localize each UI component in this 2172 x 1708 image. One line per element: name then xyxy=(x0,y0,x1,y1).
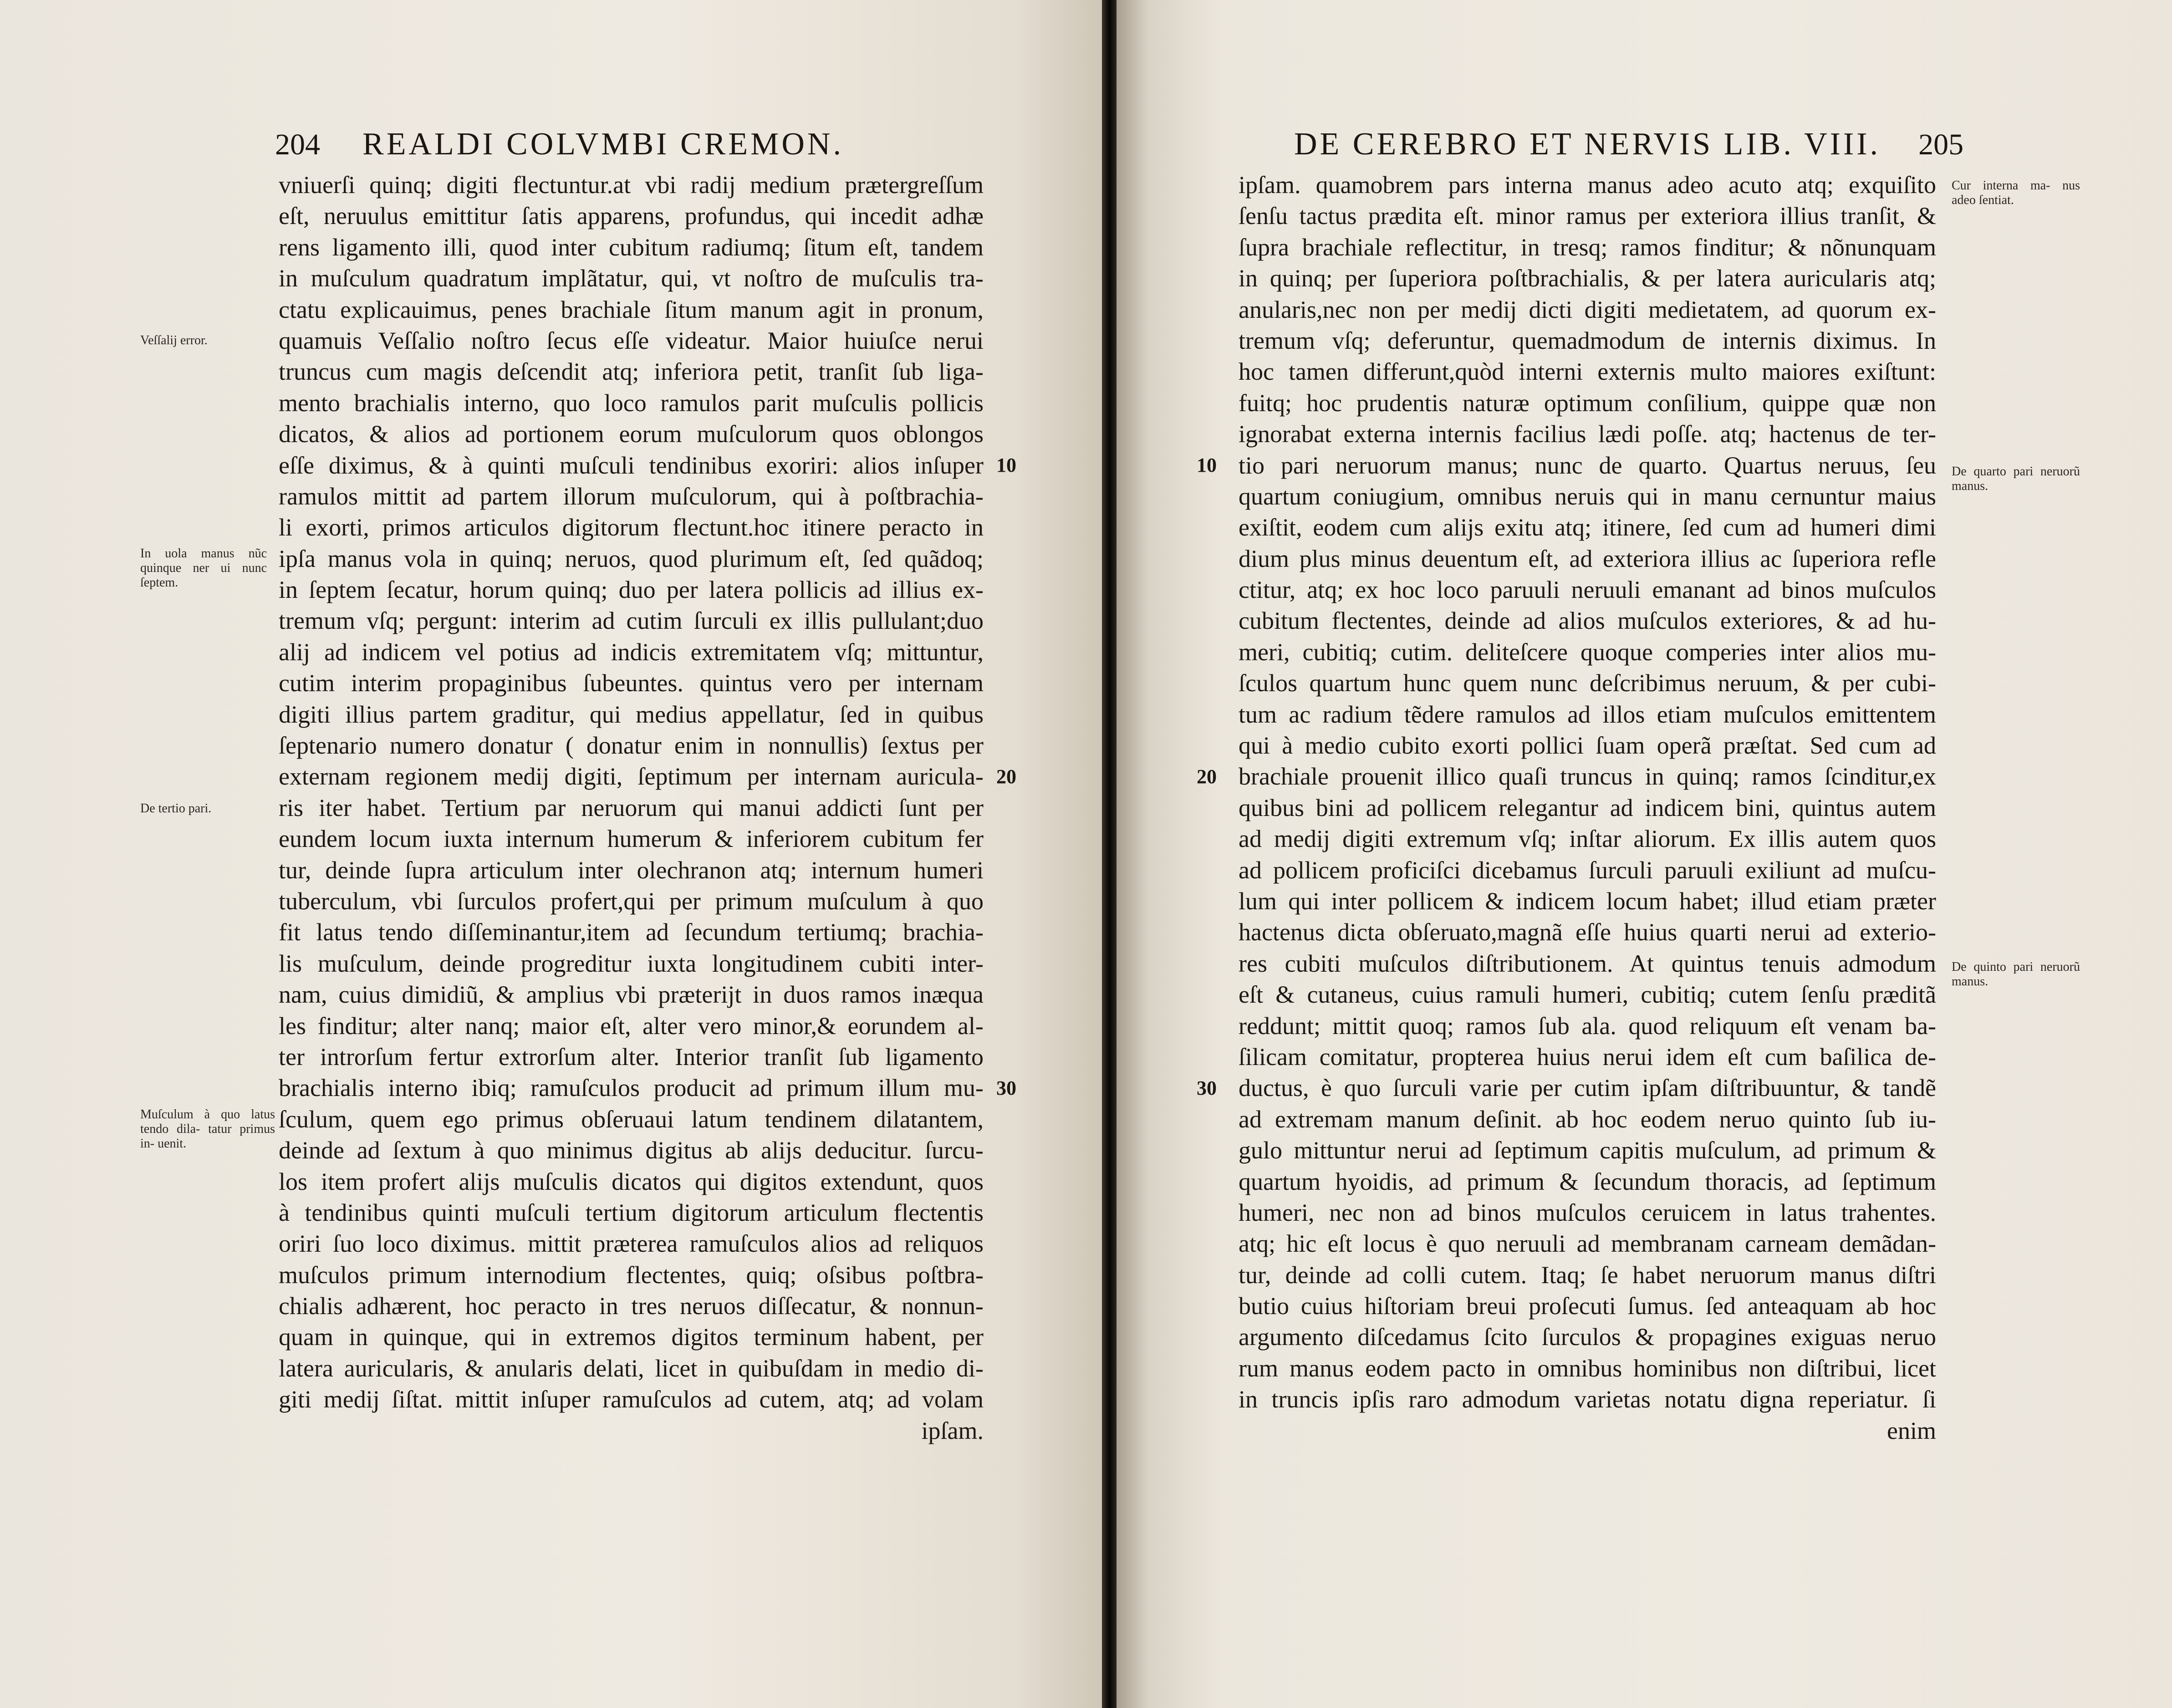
left-text-line: quamuis Veſſalio noſtro ſecus eſſe videatur. Maior huiuſce nerui xyxy=(279,326,984,354)
right-text-line: ad pollicem proficiſci dicebamus ſurculi paruuli exiliunt ad muſcu- xyxy=(1239,856,1936,884)
left-text-line: eſſe diximus, & à quinti muſculi tendinibus exoriri: alios inſuper xyxy=(279,451,984,479)
right-text-line: cubitum flectentes, deinde ad alios muſculos exteriores, & ad hu- xyxy=(1239,607,1936,635)
right-text-line: fuitq; hoc prudentis naturæ optimum conſilium, quippe quæ non xyxy=(1239,389,1936,417)
right-text-line: qui à medio cubito exorti pollici ſuam operã præſtat. Sed cum ad xyxy=(1239,732,1936,760)
left-text-line: quam in quinque, qui in extremos digitos terminum habent, per xyxy=(279,1323,984,1351)
left-text-line: ſeptenario numero donatur ( donatur enim in nonnullis) ſextus per xyxy=(279,732,984,760)
left-text-line: tuberculum, vbi ſurculos profert,qui per primum muſculum à quo xyxy=(279,887,984,915)
marginal-de-tertio: De tertio pari. xyxy=(140,801,212,816)
right-text-column xyxy=(1239,169,1936,1446)
right-text-line: res cubiti muſculos diſtributionem. At quintus tenuis admodum xyxy=(1239,949,1936,977)
right-text-line: argumento diſcedamus ſcito ſurculos & propagines exiguas neruo xyxy=(1239,1323,1936,1351)
left-text-line: deinde ad ſextum à quo minimus digitus ab alijs deducitur. ſurcu- xyxy=(279,1137,984,1164)
left-text-line: ipſa manus vola in quinq; neruos, quod plurimum eſt, ſed quãdoq; xyxy=(279,545,984,572)
left-text-line: giti medij ſiſtat. mittit inſuper ramuſculos ad cutem, atq; ad volam xyxy=(279,1386,984,1413)
right-text-line: eſt & cutaneus, cuius ramuli humeri, cubitiq; cutem ſenſu præditã xyxy=(1239,981,1936,1009)
left-text-line: in ſeptem ſecatur, horum quinq; duo per latera pollicis ad illius ex- xyxy=(279,576,984,604)
right-text-line: brachiale prouenit illico quaſi truncus in quinq; ramos ſcinditur,ex xyxy=(1239,763,1936,790)
right-text-line: reddunt; mittit quoq; ramos ſub ala. quod reliquum eſt venam ba- xyxy=(1239,1012,1936,1040)
left-folio: 204 xyxy=(275,128,320,161)
left-text-line: ramulos mittit ad partem illorum muſculorum, qui à poſtbrachia- xyxy=(279,482,984,510)
right-line-number-10: 10 xyxy=(1197,454,1217,476)
left-text-line: eundem locum iuxta internum humerum & inferiorem cubitum fer xyxy=(279,825,984,853)
left-text-line: dicatos, & alios ad portionem eorum muſculorum quos oblongos xyxy=(279,420,984,448)
left-text-line: ter introrſum fertur extrorſum alter. Interior tranſit ſub ligamento xyxy=(279,1043,984,1071)
marginal-in-vola: In uola manus nũc quinque ner ui nunc ſeptem. xyxy=(140,546,267,590)
right-text-line: hoc tamen differunt,quòd interni externis multo maiores exiſtunt: xyxy=(1239,358,1936,386)
right-head-title: DE CEREBRO ET NERVIS LIB. VIII. xyxy=(1294,127,1881,162)
right-text-line: ad extremam manum deſinit. ab hoc eodem neruo quinto ſub iu- xyxy=(1239,1105,1936,1133)
marginal-musculum: Muſculum à quo latus tendo dila- tatur primus in- uenit. xyxy=(140,1107,275,1151)
left-text-line: in muſculum quadratum implãtatur, qui, vt noſtro de muſculis tra- xyxy=(279,265,984,292)
right-text-line: ignorabat externa internis facilius lædi poſſe. atq; hactenus de ter- xyxy=(1239,420,1936,448)
right-text-line: tum ac radium tẽdere ramulos ad illos etiam muſculos emittentem xyxy=(1239,700,1936,728)
right-running-head xyxy=(1294,119,1963,169)
left-text-line: los item profert alijs muſculis dicatos qui digitos extendunt, quos xyxy=(279,1168,984,1195)
right-text-line: tur, deinde ad colli cutem. Itaq; ſe habet neruorum manus diſtri xyxy=(1239,1261,1936,1289)
right-text-line: ad medij digiti extremum vſq; inſtar aliorum. Ex illis autem quos xyxy=(1239,825,1936,853)
right-text-line: exiſtit, eodem cum alijs exitu atq; itinere, ſed cum ad humeri dimi xyxy=(1239,514,1936,541)
right-text-line: ſenſu tactus prædita eſt. minor ramus per exteriora illius tranſit, & xyxy=(1239,202,1936,230)
left-text-line: li exorti, primos articulos digitorum flectunt.hoc itinere peracto in xyxy=(279,514,984,541)
right-line-number-30: 30 xyxy=(1197,1076,1217,1099)
marginal-de-quarto: De quarto pari neruorũ manus. xyxy=(1952,464,2080,493)
left-text-column xyxy=(279,169,984,1446)
right-text-line: humeri, nec non ad binos muſculos ceruicem in latus trahentes. xyxy=(1239,1198,1936,1226)
left-text-line: digiti illius partem graditur, qui medius appellatur, ſed in quibus xyxy=(279,700,984,728)
right-text-line: atq; hic eſt locus è quo neruuli ad membranam carneam demãdan- xyxy=(1239,1230,1936,1258)
right-text-line: dium plus minus deuentum eſt, ad exteriora illius ac ſuperiora refle xyxy=(1239,545,1936,572)
right-text-line: butio cuius hiſtoriam breui proſecuti ſumus. ſed anteaquam ab hoc xyxy=(1239,1292,1936,1320)
left-text-line: ſculum, quem ego primus obſeruaui latum tendinem dilatantem, xyxy=(279,1105,984,1133)
marginal-vessalii-error: Veſſalij error. xyxy=(140,333,208,347)
left-text-line: fit latus tendo diſſeminantur,item ad ſecundum tertiumq; brachia- xyxy=(279,918,984,946)
right-text-line: ſilicam comitatur, propterea huius nerui idem eſt cum baſilica de- xyxy=(1239,1043,1936,1071)
right-text-line: ipſam. quamobrem pars interna manus adeo acuto atq; exquiſito xyxy=(1239,171,1936,199)
left-text-line: cutim interim propaginibus ſubeuntes. quintus vero per internam xyxy=(279,669,984,697)
right-line-number-20: 20 xyxy=(1197,765,1217,788)
right-text-line: quartum hyoidis, ad primum & ſecundum thoracis, ad ſeptimum xyxy=(1239,1168,1936,1195)
marginal-cur-interna: Cur interna ma- nus adeo ſentiat. xyxy=(1952,178,2080,207)
left-text-line: tur, deinde ſupra articulum inter olechranon atq; internum humeri xyxy=(279,856,984,884)
right-text-line: ductus, è quo ſurculi varie per cutim ipſam diſtribuuntur, & tandẽ xyxy=(1239,1074,1936,1102)
left-line-number-20: 20 xyxy=(996,765,1016,788)
right-text-line: ctitur, atq; ex hoc loco paruuli neruuli emanant ad binos muſculos xyxy=(1239,576,1936,604)
right-text-line: meri, cubitiq; cutim. deliteſcere quoque comperies inter alios mu- xyxy=(1239,638,1936,666)
left-text-line: truncus cum magis deſcendit atq; inferiora petit, tranſit ſub liga- xyxy=(279,358,984,386)
left-text-line: rens ligamento illi, quod inter cubitum radiumq; ſitum eſt, tandem xyxy=(279,233,984,261)
right-text-line: ſculos quartum hunc quem nunc deſcribimus neruum, & per cubi- xyxy=(1239,669,1936,697)
right-text-line: ſupra brachiale reflectitur, in tresq; ramos finditur; & nõnunquam xyxy=(1239,233,1936,261)
left-text-line: ipſam. xyxy=(921,1417,984,1444)
right-text-line: tremum vſq; deferuntur, quemadmodum de internis diximus. In xyxy=(1239,326,1936,354)
left-line-number-30: 30 xyxy=(996,1076,1016,1099)
right-text-line: hactenus dicta obſeruato,magnã eſſe huius quarti nerui ad exterio- xyxy=(1239,918,1936,946)
right-text-line: anularis,nec non per medij dicti digiti medietatem, ad quorum ex- xyxy=(1239,296,1936,323)
left-text-line: ris iter habet. Tertium par neruorum qui manui addicti ſunt per xyxy=(279,794,984,821)
right-text-line: enim xyxy=(1887,1417,1936,1444)
right-folio: 205 xyxy=(1918,128,1964,161)
left-text-line: latera auricularis, & anularis delati, licet in quibuſdam in medio di- xyxy=(279,1354,984,1382)
right-text-line: lum qui inter pollicem & indicem locum habet; illud etiam præter xyxy=(1239,887,1936,915)
left-head-title: REALDI COLVMBI CREMON. xyxy=(362,127,844,162)
right-text-line: in truncis ipſis raro admodum varietas notatu digna reperiatur. ſi xyxy=(1239,1386,1936,1413)
left-text-line: eſt, neruulus emittitur ſatis apparens, profundus, qui incedit adhæ xyxy=(279,202,984,230)
left-text-line: vniuerſi quinq; digiti flectuntur.at vbi radij medium prætergreſſum xyxy=(279,171,984,199)
left-text-line: muſculos primum internodium flectentes, quiq; oſsibus poſtbra- xyxy=(279,1261,984,1289)
left-line-number-10: 10 xyxy=(996,454,1016,476)
left-text-line: mento brachialis interno, quo loco ramulos parit muſculis pollicis xyxy=(279,389,984,417)
book-gutter xyxy=(1102,0,1117,1708)
left-text-line: alij ad indicem vel potius ad indicis extremitatem vſq; mittuntur, xyxy=(279,638,984,666)
right-text-line: tio pari neruorum manus; nunc de quarto. Quartus neruus, ſeu xyxy=(1239,451,1936,479)
left-text-line: tremum vſq; pergunt: interim ad cutim ſurculi ex illis pullulant;duo xyxy=(279,607,984,635)
left-text-line: les finditur; alter nanq; maior eſt, alter vero minor,& eorundem al- xyxy=(279,1012,984,1040)
left-text-line: lis muſculum, deinde progreditur iuxta longitudinem cubiti inter- xyxy=(279,949,984,977)
marginal-de-quinto: De quinto pari neruorũ manus. xyxy=(1952,960,2080,989)
left-text-line: ctatu explicauimus, penes brachiale ſitum manum agit in pronum, xyxy=(279,296,984,323)
left-text-line: à tendinibus quinti muſculi tertium digitorum articulum flectentis xyxy=(279,1198,984,1226)
right-text-line: in quinq; per ſuperiora poſtbrachialis, & per latera auricularis atq; xyxy=(1239,265,1936,292)
right-text-line: quibus bini ad pollicem relegantur ad indicem bini, quintus autem xyxy=(1239,794,1936,821)
right-text-line: gulo mittuntur nerui ad ſeptimum capitis muſculum, ad primum & xyxy=(1239,1137,1936,1164)
left-text-line: brachialis interno ibiq; ramuſculos producit ad primum illum mu- xyxy=(279,1074,984,1102)
left-text-line: externam regionem medij digiti, ſeptimum per internam auricula- xyxy=(279,763,984,790)
right-page xyxy=(1117,0,2172,1708)
left-text-line: nam, cuius dimidiũ, & amplius vbi præterijt in duos ramos inæqua xyxy=(279,981,984,1009)
right-text-line: rum manus eodem pacto in omnibus hominibus non diſtribui, licet xyxy=(1239,1354,1936,1382)
left-running-head xyxy=(275,119,844,169)
left-text-line: chialis adhærent, hoc peracto in tres neruos diſſecatur, & nonnun- xyxy=(279,1292,984,1320)
left-text-line: oriri ſuo loco diximus. mittit præterea ramuſculos alios ad reliquos xyxy=(279,1230,984,1258)
right-text-line: quartum coniugium, omnibus neruis qui in manu cernuntur maius xyxy=(1239,482,1936,510)
